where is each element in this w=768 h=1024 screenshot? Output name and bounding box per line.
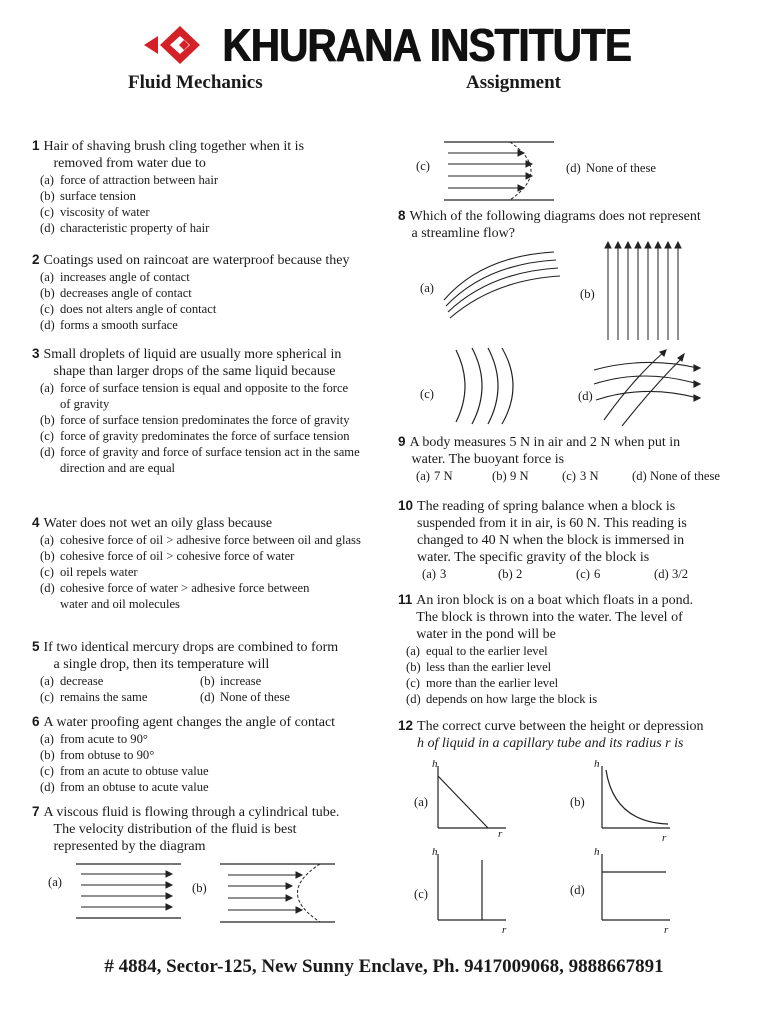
question-text: removed from water due to: [53, 156, 206, 171]
option-label: (a): [48, 875, 62, 889]
option-label: (d): [570, 883, 585, 897]
option-label: (b): [570, 795, 585, 809]
question-text: A viscous fluid is flowing through a cylindrical tube.: [43, 805, 340, 820]
option-label: (a): [414, 795, 428, 809]
question-11: [398, 592, 693, 707]
question-7: [32, 804, 339, 855]
question-6: [32, 714, 335, 795]
option: (d) from an obtuse to acute value: [40, 780, 209, 794]
axis-label-h: h: [432, 846, 438, 858]
velocity-profile-parabolic-diagram: [444, 138, 564, 204]
question-text: Which of the following diagrams does not represent: [409, 209, 701, 224]
option: (b) from obtuse to 90°: [40, 748, 155, 762]
curved-streamlines-diagram: [442, 246, 562, 318]
question-text: shape than larger drops of the same liquid because: [53, 364, 336, 379]
question-text: Water does not wet an oily glass because: [43, 516, 273, 531]
axis-label-r: r: [662, 832, 667, 844]
question-text: A body measures 5 N in air and 2 N when put in: [409, 435, 681, 450]
option-row: (a) 3 (b) 2 (c) 6 (d) 3/2: [422, 567, 689, 581]
option: (d) cohesive force of water > adhesive force between water and oil molecules: [40, 581, 310, 611]
option: (a) increases angle of contact: [40, 270, 190, 284]
question-text: A water proofing agent changes the angle of contact: [43, 715, 336, 730]
velocity-profile-concave-diagram: [220, 860, 340, 926]
graph-vertical-line: [432, 850, 512, 926]
question-number: 4: [32, 515, 40, 530]
diamond-arrow-logo-icon: [140, 24, 218, 66]
arc-streamlines-diagram: [452, 346, 532, 426]
question-8: [398, 208, 701, 242]
question-text: suspended from it in air, is 60 N. This reading is: [417, 516, 687, 531]
question-1: [32, 138, 304, 236]
option: (a) equal to the earlier level: [406, 644, 548, 658]
option: (c) force of gravity predominates the force of surface tension: [40, 429, 350, 443]
question-number: 7: [32, 804, 40, 819]
option: (c) more than the earlier level: [406, 676, 559, 690]
question-text: water in the pond will be: [416, 627, 556, 642]
assignment-title: Assignment: [466, 72, 562, 93]
question-text: a single drop, then its temperature will: [53, 657, 270, 672]
axis-label-h: h: [594, 758, 600, 770]
question-text: The reading of spring balance when a block is: [417, 499, 676, 514]
axis-label-h: h: [594, 846, 600, 858]
axis-label-r: r: [498, 828, 503, 840]
question-text: changed to 40 N when the block is immersed in: [417, 533, 685, 548]
axis-label-h: h: [432, 758, 438, 770]
option: (a) cohesive force of oil > adhesive force between oil and glass: [40, 533, 361, 547]
option: (c) from an acute to obtuse value: [40, 764, 209, 778]
question-number: 12: [398, 718, 414, 733]
option-label: (c): [420, 387, 434, 401]
option-row: (c) remains the same (d) None of these: [40, 690, 290, 704]
option: (a) force of surface tension is equal and opposite to the force of gravity: [40, 381, 349, 411]
option-label: (c): [414, 887, 428, 901]
question-number: 3: [32, 346, 40, 361]
option: (a) from acute to 90°: [40, 732, 148, 746]
question-text: An iron block is on a boat which floats in a pond.: [416, 593, 694, 608]
question-number: 10: [398, 498, 414, 513]
question-4: [32, 515, 372, 612]
option: (c) does not alters angle of contact: [40, 302, 217, 316]
option: (b) less than the earlier level: [406, 660, 552, 674]
question-text: The correct curve between the height or depression: [417, 719, 704, 734]
option-label: (d): [578, 389, 593, 403]
option: (c) oil repels water: [40, 565, 138, 579]
option-row: (a) decrease (b) increase: [40, 674, 262, 688]
question-text: Small droplets of liquid are usually more spherical in: [43, 347, 342, 362]
question-text: The velocity distribution of the fluid is best: [53, 822, 297, 837]
question-10: [398, 498, 688, 582]
question-text: water. The specific gravity of the block is: [417, 550, 650, 565]
option: (b) cohesive force of oil > cohesive force of water: [40, 549, 295, 563]
graph-hyperbolic-decrease: [596, 762, 676, 834]
question-number: 6: [32, 714, 40, 729]
question-12: [398, 718, 704, 752]
parallel-vertical-streamlines-diagram: [604, 240, 684, 342]
question-2: [32, 252, 349, 333]
question-text: a streamline flow?: [411, 226, 515, 241]
axis-label-r: r: [664, 924, 669, 936]
option: (d) characteristic property of hair: [40, 221, 210, 235]
question-3: [32, 346, 372, 476]
question-text: h of liquid in a capillary tube and its radius r is: [417, 736, 684, 751]
crossing-streamlines-diagram: [594, 348, 704, 428]
graph-horizontal-line: [596, 850, 676, 926]
question-text: water. The buoyant force is: [411, 452, 565, 467]
option: (b) force of surface tension predominates the force of gravity: [40, 413, 350, 427]
question-text: The block is thrown into the water. The level of: [416, 610, 683, 625]
institute-name: KHURANA INSTITUTE: [222, 19, 631, 71]
option: (a) force of attraction between hair: [40, 173, 219, 187]
question-text: Hair of shaving brush cling together when it is: [43, 139, 305, 154]
option: (d) None of these: [566, 161, 656, 175]
footer-address: # 4884, Sector-125, New Sunny Enclave, Ph. 9417009068, 9888667891: [104, 956, 664, 977]
question-text: represented by the diagram: [53, 839, 206, 854]
option-label: (b): [580, 287, 595, 301]
option: (d) forms a smooth surface: [40, 318, 178, 332]
option: (b) decreases angle of contact: [40, 286, 192, 300]
question-5: [32, 639, 360, 705]
option-label: (a): [420, 281, 434, 295]
question-number: 11: [398, 592, 413, 607]
page-header: [0, 0, 768, 100]
question-number: 5: [32, 639, 40, 654]
option: (d) depends on how large the block is: [406, 692, 598, 706]
option: (c) viscosity of water: [40, 205, 150, 219]
velocity-profile-uniform-diagram: [76, 860, 186, 922]
option-label: (c): [416, 159, 430, 173]
question-text: If two identical mercury drops are combined to form: [43, 640, 339, 655]
option-row: (a) 7 N (b) 9 N (c) 3 N (d) None of these: [416, 469, 720, 483]
question-number: 8: [398, 208, 406, 223]
option: (b) surface tension: [40, 189, 136, 203]
question-number: 1: [32, 138, 40, 153]
subject-title: Fluid Mechanics: [128, 72, 263, 93]
option: (d) force of gravity and force of surface tension act in the same direction and are equal: [40, 445, 360, 475]
question-number: 2: [32, 252, 40, 267]
question-9: [398, 434, 720, 484]
axis-label-r: r: [502, 924, 507, 936]
graph-linear-decrease: [432, 762, 512, 834]
question-number: 9: [398, 434, 406, 449]
question-text: Coatings used on raincoat are waterproof because they: [43, 253, 350, 268]
option-label: (b): [192, 881, 207, 895]
